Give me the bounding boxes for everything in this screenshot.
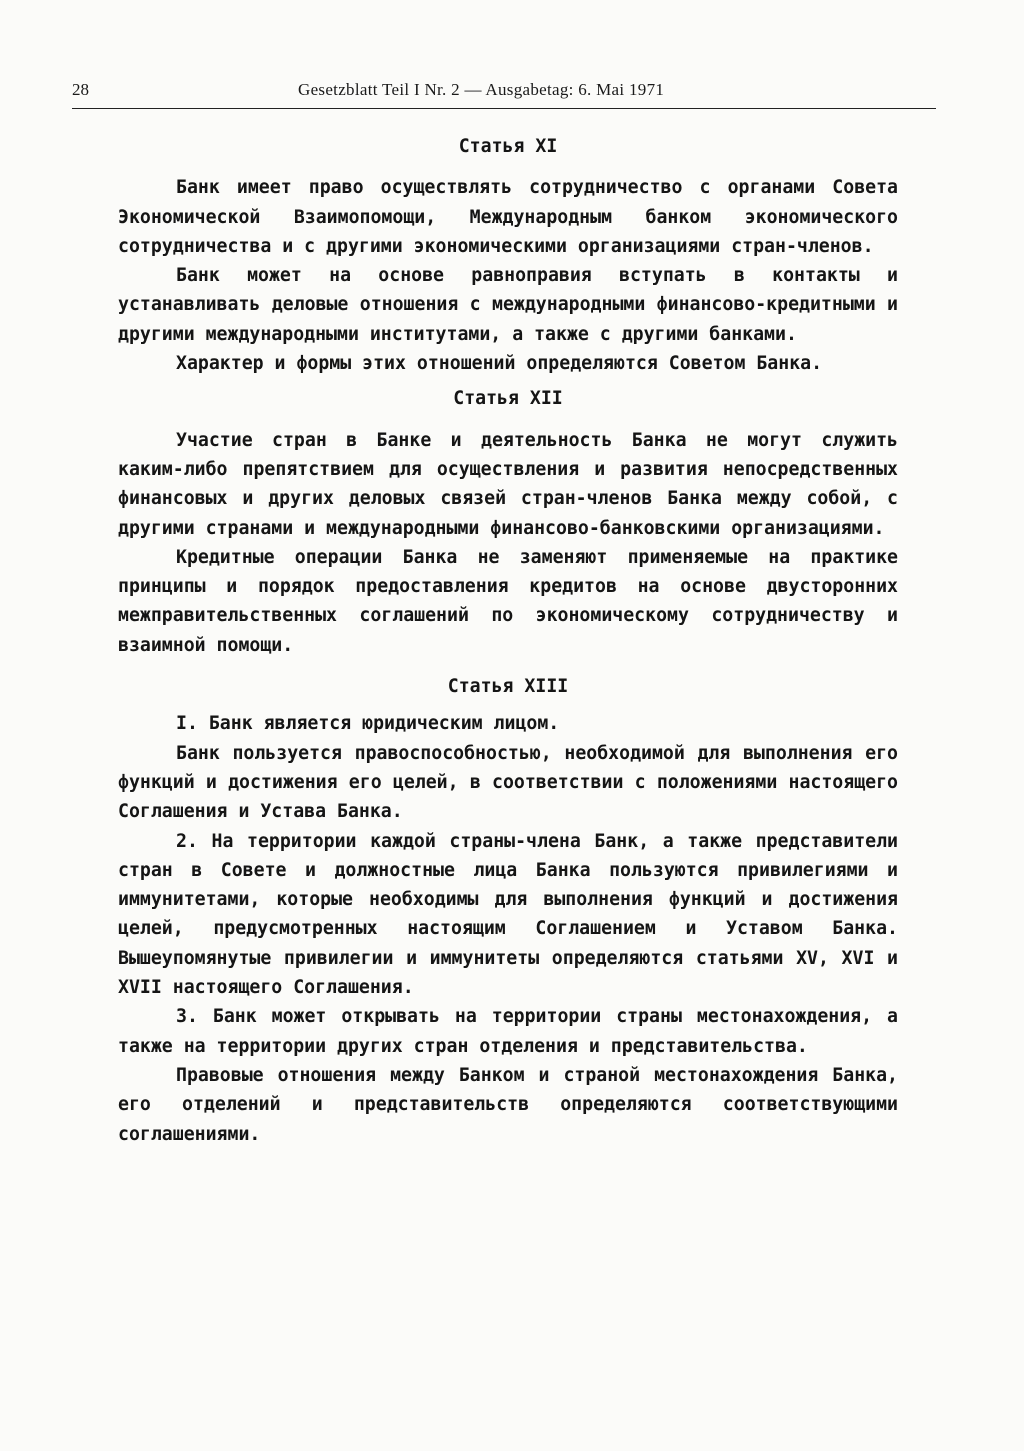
gazette-title: Gesetzblatt Teil I Nr. 2 — Ausgabetag: 6. Mai 1971 xyxy=(298,80,665,99)
article-heading: Статья XI xyxy=(458,136,558,157)
paragraph: Кредитные операции Банка не заменяют применяемые на практике принципы и порядок предоставления кредитов на основе двусторонних межправительственных соглашений по экономическому сотрудничеству и взаимной помощи. xyxy=(118,546,898,656)
document-body xyxy=(118,132,898,1149)
paragraph: Банк пользуется правоспособностью, необходимой для выполнения его функций и достижения его целей, в соответствии с положениями настоящего Соглашения и Устава Банка. xyxy=(118,742,898,823)
paragraph: Характер и формы этих отношений определяются Советом Банка. xyxy=(176,353,823,375)
article-heading: Статья XII xyxy=(453,388,563,410)
article-heading: Статья XIII xyxy=(447,676,569,698)
paragraph: I. Банк является юридическим лицом. xyxy=(176,713,560,735)
paragraph: Банк может на основе равноправия вступать в контакты и устанавливать деловые отношения с международными финансово-кредитными и другими международными институтами, а также с другими банками. xyxy=(118,265,898,345)
page-number: 28 xyxy=(72,80,89,99)
paragraph: 2. На территории каждой страны-члена Банк, а также представители стран в Совете и должностные лица Банка пользуются привилегиями и иммунитетами, которые необходимы для выполнения функций и достижения целей, предусмотренных настоящим Соглашением и Уставом Банка. Вышеупомянутые привилегии и иммунитеты определяются статьями XV, XVI и XVII настоящего Соглашения. xyxy=(118,830,898,999)
header-rule xyxy=(72,108,936,109)
paragraph: 3. Банк может открывать на территории страны местонахождения, а также на территории других стран отделения и представительства. xyxy=(118,1006,898,1057)
paragraph: Правовые отношения между Банком и страной местонахождения Банка, его отделений и представительств определяются соответствующими соглашениями. xyxy=(118,1064,898,1145)
article-11 xyxy=(118,132,898,378)
paragraph: Участие стран в Банке и деятельность Банка не могут служить каким-либо препятствием для осуществления и развития непосредственных финансовых и других деловых связей стран-членов Банка между собой, с другими странами и международными финансово-банковскими организациями. xyxy=(118,429,898,539)
paragraph: Банк имеет право осуществлять сотрудничество с органами Совета Экономической Взаимопомощи, Международным банком экономического сотрудничества и с другими экономическими организациями стран-членов. xyxy=(118,177,898,257)
page-header xyxy=(72,80,936,106)
article-13 xyxy=(118,672,898,1149)
article-12 xyxy=(118,384,898,660)
